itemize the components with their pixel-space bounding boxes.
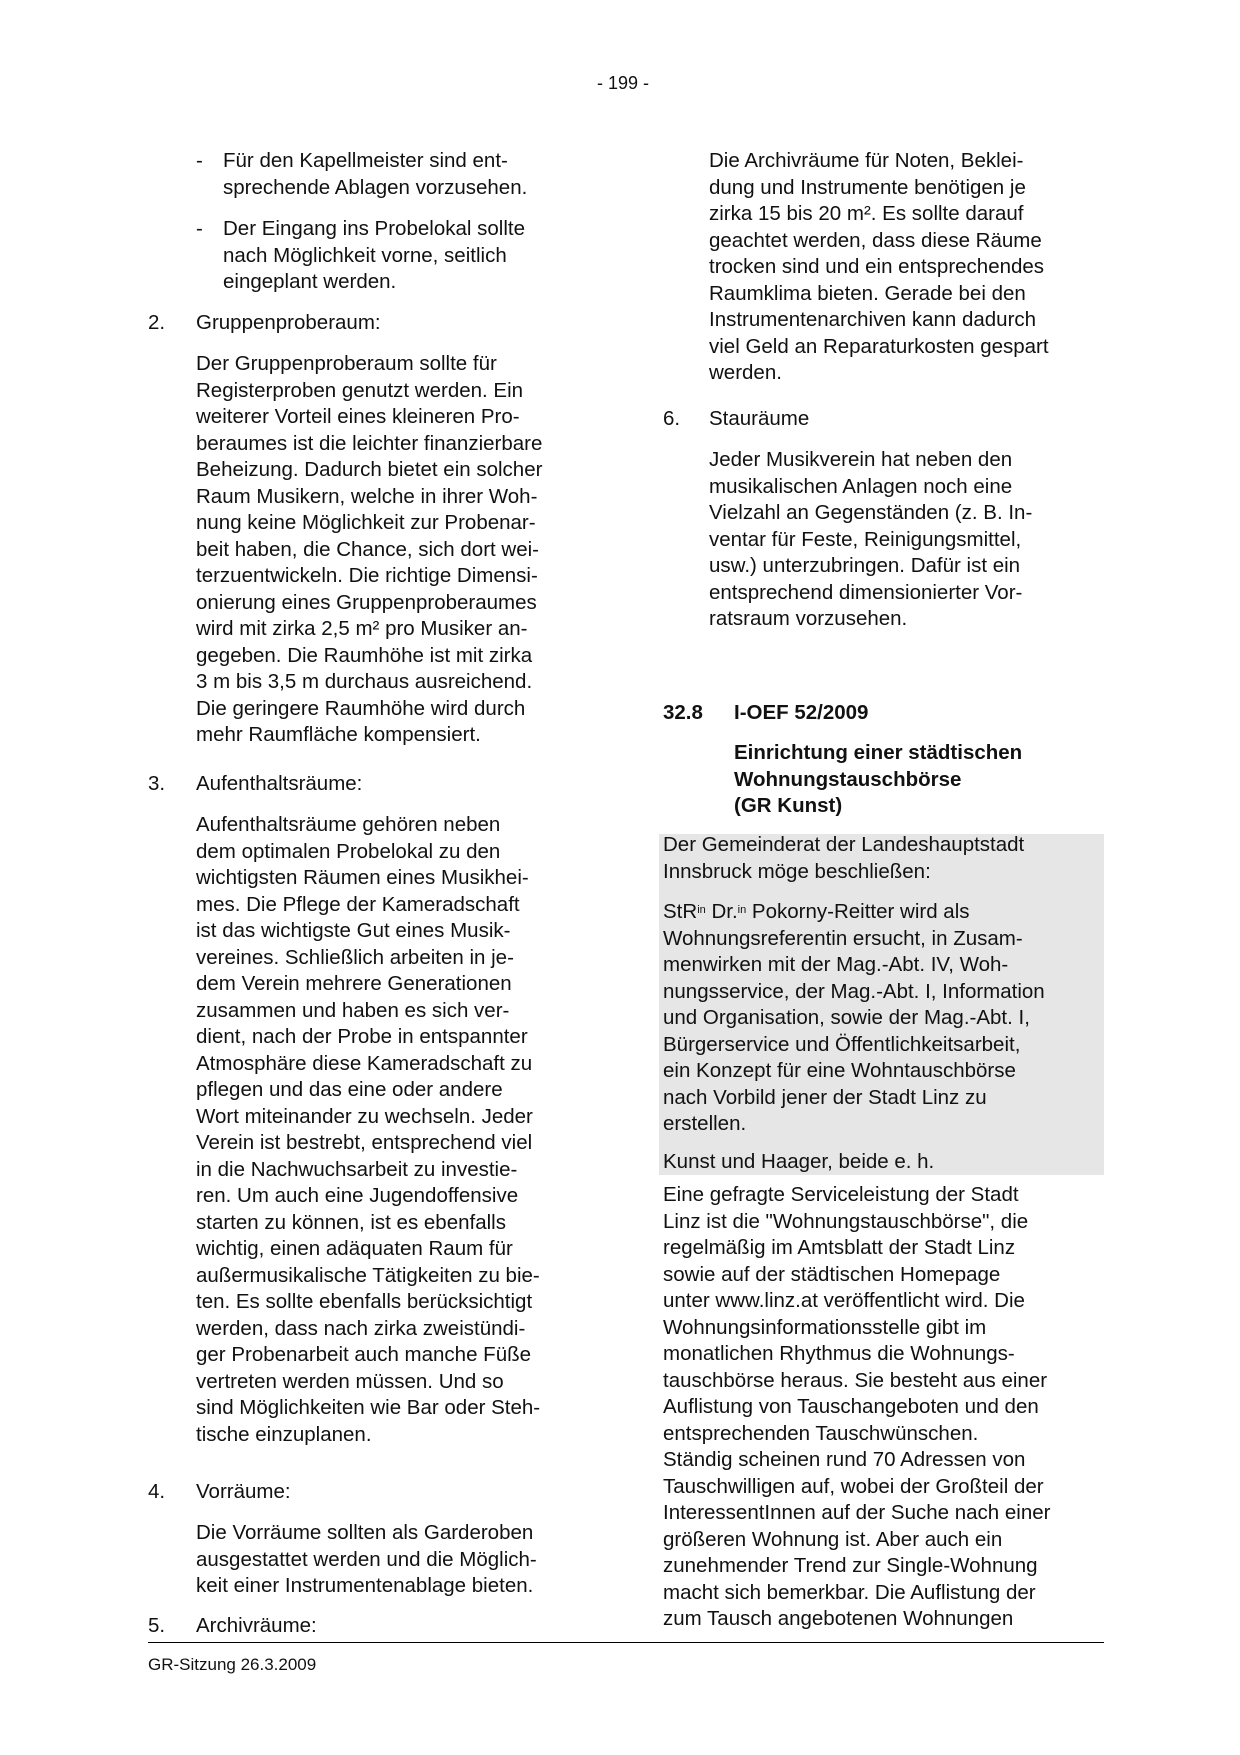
text-line: Registerproben genutzt werden. Ein: [196, 378, 524, 402]
section-reference: I-OEF 52/2009: [734, 701, 869, 724]
text-line: Raumklima bieten. Gerade bei den: [709, 281, 1026, 305]
text-line: ventar für Feste, Reinigungsmittel,: [709, 527, 1022, 551]
text-line: gegeben. Die Raumhöhe ist mit zirka: [196, 643, 533, 667]
text-line: Verein ist bestrebt, entsprechend viel: [196, 1131, 533, 1154]
text-line: musikalischen Anlagen noch eine: [709, 474, 1013, 498]
text-line: Eine gefragte Serviceleistung der Stadt: [663, 1183, 1019, 1206]
text-line: weiterer Vorteil eines kleineren Pro-: [196, 405, 520, 428]
text-line: tische einzuplanen.: [196, 1422, 372, 1446]
text-line: beraumes ist die leichter finanzierbare: [196, 431, 543, 455]
section-title: [734, 740, 1022, 820]
text-line: monatlichen Rhythmus die Wohnungs-: [663, 1342, 1015, 1365]
text-line: Wohnungsinformationsstelle gibt im: [663, 1315, 987, 1339]
text-line: nach Vorbild jener der Stadt Linz zu: [663, 1085, 987, 1109]
text-line: in die Nachwuchsarbeit zu investie-: [196, 1157, 518, 1181]
text-line: vertreten werden müssen. Und so: [196, 1369, 504, 1393]
text-line: dem Verein mehrere Generationen: [196, 972, 512, 995]
motion-first-line: [663, 899, 970, 926]
name-text: Pokorny-Reitter wird als: [746, 900, 970, 923]
bullet-dash: -: [196, 149, 203, 172]
text-line: Instrumentenarchiven kann dadurch: [709, 308, 1037, 331]
text-line: ger Probenarbeit auch manche Füße: [196, 1343, 532, 1366]
text-line: Die Archivräume für Noten, Beklei-: [709, 149, 1024, 172]
text-line: dung und Instrumente benötigen je: [709, 175, 1026, 199]
text-line: und Organisation, sowie der Mag.-Abt. I,: [663, 1006, 1030, 1029]
text-line: Atmosphäre diese Kameradschaft zu: [196, 1051, 533, 1075]
text-line: Auflistung von Tauschangeboten und den: [663, 1395, 1039, 1418]
superscript: in: [697, 904, 706, 916]
text-line: erstellen.: [663, 1112, 747, 1135]
text-line: geachtet werden, dass diese Räume: [709, 228, 1042, 252]
text-line: werden, dass nach zirka zweistündi-: [196, 1316, 526, 1340]
text-line: Der Gruppenproberaum sollte für: [196, 352, 497, 375]
text-line: wichtig, einen adäquaten Raum für: [196, 1237, 513, 1260]
item-number: 4.: [148, 1480, 166, 1503]
text-line: dem optimalen Probelokal zu den: [196, 839, 501, 863]
text-line: Einrichtung einer städtischen: [734, 741, 1023, 764]
text-line: zum Tausch angebotenen Wohnungen: [663, 1607, 1014, 1630]
text-line: Aufenthaltsräume gehören neben: [196, 813, 501, 836]
text-line: ten. Es sollte ebenfalls berücksichtigt: [196, 1290, 533, 1313]
text-line: Jeder Musikverein hat neben den: [709, 448, 1013, 471]
text-line: unter www.linz.at veröffentlicht wird. Die: [663, 1289, 1025, 1312]
text-line: werden.: [709, 361, 782, 384]
text-line: nach Möglichkeit vorne, seitlich: [223, 243, 507, 267]
text-line: trocken sind und ein entsprechendes: [709, 255, 1045, 278]
text-line: ein Konzept für eine Wohntauschbörse: [663, 1059, 1016, 1082]
item-title: Gruppenproberaum:: [196, 311, 381, 334]
text-line: Linz ist die "Wohnungstauschbörse", die: [663, 1209, 1029, 1233]
text-line: Wort miteinander zu wechseln. Jeder: [196, 1104, 533, 1128]
text-line: sind Möglichkeiten wie Bar oder Steh-: [196, 1396, 541, 1419]
item-title: Archivräume:: [196, 1614, 317, 1637]
text-line: ratsraum vorzusehen.: [709, 607, 908, 630]
text-line: wird mit zirka 2,5 m² pro Musiker an-: [196, 617, 528, 640]
item-paragraph: [709, 148, 1049, 387]
text-line: Raum Musikern, welche in ihrer Woh-: [196, 484, 538, 508]
footer-text: GR-Sitzung 26.3.2009: [148, 1655, 317, 1674]
text-line: Die Vorräume sollten als Garderoben: [196, 1521, 534, 1544]
section-number: 32.8: [663, 701, 703, 724]
motion-signers: Kunst und Haager, beide e. h.: [663, 1150, 935, 1173]
text-line: usw.) unterzubringen. Dafür ist ein: [709, 554, 1021, 577]
text-line: mes. Die Pflege der Kameradschaft: [196, 892, 520, 916]
text-line: entsprechenden Tauschwünschen.: [663, 1421, 979, 1445]
text-line: Vielzahl an Gegenständen (z. B. In-: [709, 501, 1033, 524]
text-line: (GR Kunst): [734, 794, 843, 817]
motion-text: [663, 926, 1045, 1138]
item-title: Stauräume: [709, 407, 810, 430]
body-paragraph: [663, 1182, 1051, 1633]
text-line: Wohnungsreferentin ersucht, in Zusam-: [663, 926, 1023, 950]
text-line: nungsservice, der Mag.-Abt. I, Information: [663, 979, 1045, 1003]
text-line: vereines. Schließlich arbeiten in je-: [196, 945, 514, 969]
text-line: zunehmender Trend zur Single-Wohnung: [663, 1554, 1038, 1577]
text-line: außermusikalische Tätigkeiten zu bie-: [196, 1263, 540, 1287]
item-number: 6.: [663, 407, 681, 430]
text-line: ausgestattet werden und die Möglich-: [196, 1547, 537, 1571]
bullet-eingang: [223, 216, 525, 296]
text-line: mehr Raumfläche kompensiert.: [196, 723, 481, 746]
text-line: ist das wichtigste Gut eines Musik-: [196, 919, 511, 942]
text-line: macht sich bemerkbar. Die Auflistung der: [663, 1580, 1036, 1604]
text-line: nung keine Möglichkeit zur Probenar-: [196, 511, 536, 534]
text-line: Innsbruck möge beschließen:: [663, 859, 931, 883]
motion-intro: [663, 832, 1024, 885]
text-line: regelmäßig im Amtsblatt der Stadt Linz: [663, 1236, 1016, 1259]
text-line: tauschbörse heraus. Sie besteht aus einer: [663, 1368, 1048, 1392]
item-number: 3.: [148, 772, 166, 795]
text-line: InteressentInnen auf der Suche nach einer: [663, 1501, 1051, 1524]
item-number: 2.: [148, 311, 166, 334]
text-line: entsprechend dimensionierter Vor-: [709, 580, 1023, 604]
text-line: sowie auf der städtischen Homepage: [663, 1262, 1001, 1286]
superscript: in: [737, 904, 747, 916]
item-paragraph: [196, 1520, 537, 1600]
text-line: Wohnungstauschbörse: [734, 767, 962, 791]
footer-divider: [148, 1642, 1104, 1643]
item-title: Vorräume:: [196, 1480, 291, 1503]
text-line: Der Eingang ins Probelokal sollte: [223, 217, 525, 240]
text-line: Die geringere Raumhöhe wird durch: [196, 696, 526, 720]
text-line: terzuentwickeln. Die richtige Dimensi-: [196, 564, 538, 587]
text-line: sprechende Ablagen vorzusehen.: [223, 175, 528, 199]
text-line: keit einer Instrumentenablage bieten.: [196, 1574, 534, 1597]
text-line: viel Geld an Reparaturkosten gespart: [709, 334, 1049, 358]
item-paragraph: [196, 812, 540, 1448]
text-line: Tauschwilligen auf, wobei der Großteil der: [663, 1474, 1044, 1498]
text-line: menwirken mit der Mag.-Abt. IV, Woh-: [663, 953, 1009, 976]
title-dr: Dr.: [705, 900, 738, 923]
text-line: Bürgerservice und Öffentlichkeitsarbeit,: [663, 1032, 1021, 1056]
page-number: - 199 -: [596, 73, 650, 93]
item-number: 5.: [148, 1614, 166, 1637]
text-line: dient, nach der Probe in entspannter: [196, 1025, 528, 1048]
text-line: größeren Wohnung ist. Aber auch ein: [663, 1527, 1003, 1551]
text-line: onierung eines Gruppenproberaumes: [196, 590, 537, 614]
text-line: pflegen und das eine oder andere: [196, 1078, 503, 1101]
text-line: 3 m bis 3,5 m durchaus ausreichend.: [196, 670, 533, 693]
item-paragraph: [709, 447, 1032, 633]
item-paragraph: [196, 351, 542, 749]
text-line: zirka 15 bis 20 m². Es sollte darauf: [709, 202, 1024, 225]
text-line: Ständig scheinen rund 70 Adressen von: [663, 1448, 1026, 1471]
text-line: eingeplant werden.: [223, 270, 397, 293]
text-line: starten zu können, ist es ebenfalls: [196, 1210, 506, 1234]
text-line: beit haben, die Chance, sich dort wei-: [196, 537, 540, 561]
item-title: Aufenthaltsräume:: [196, 772, 363, 795]
text-line: ren. Um auch eine Jugendoffensive: [196, 1184, 519, 1207]
text-line: Für den Kapellmeister sind ent-: [223, 149, 508, 172]
text-line: wichtigsten Räumen eines Musikhei-: [196, 866, 529, 889]
bullet-dash: -: [196, 217, 203, 240]
title-str: StR: [663, 900, 698, 923]
bullet-kapellmeister: [223, 148, 527, 201]
text-line: Beheizung. Dadurch bietet ein solcher: [196, 458, 543, 481]
text-line: Der Gemeinderat der Landeshauptstadt: [663, 833, 1025, 856]
text-line: zusammen und haben es sich ver-: [196, 998, 510, 1022]
